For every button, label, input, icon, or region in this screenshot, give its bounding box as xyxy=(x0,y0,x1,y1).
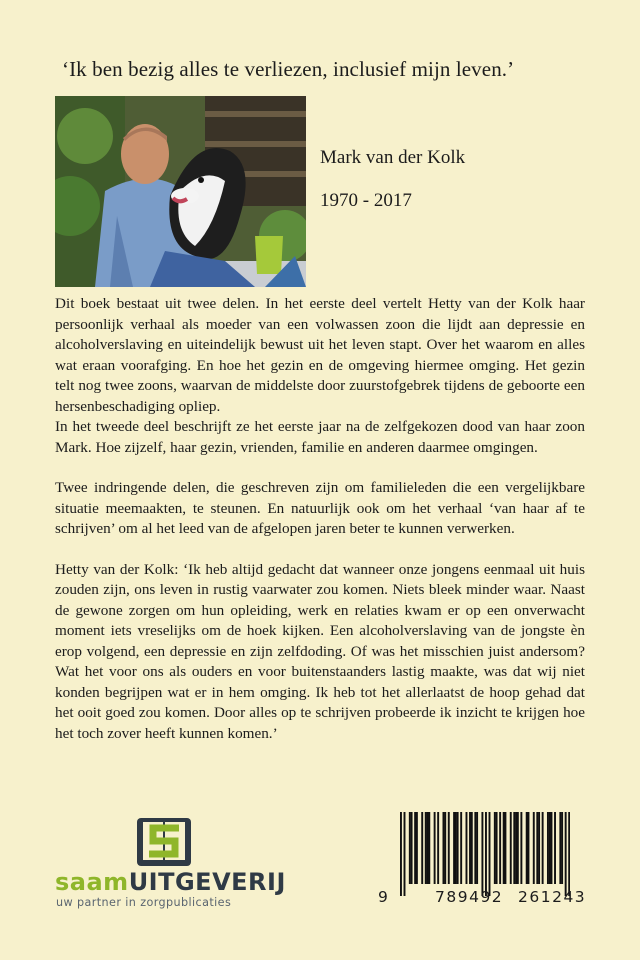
barcode-bars xyxy=(400,812,570,896)
barcode-bar xyxy=(533,812,535,884)
publisher-name-part2: UITGEVERIJ xyxy=(128,868,286,896)
barcode-bar xyxy=(549,812,551,884)
barcode-bar xyxy=(453,812,455,884)
blurb-paragraph: Dit boek bestaat uit twee delen. In het eerste deel vertelt Hetty van der Kolk haar persoonlijk verhaal als moeder van een volwassen zoon die lijdt aan depressie en alcoholverslaving en uiteindelijk bewust uit het leven stapt. Over het waarom en alles wat eraan voorafging. En hoe het gezin en de omgeving hiermee omging. Het gezin telt nog twee zoons, waarvan de middelste door zuurstofgebrek tijdens de geboorte een hersenbeschadiging opliep. xyxy=(55,295,585,415)
barcode-bar xyxy=(489,812,491,896)
barcode-bar xyxy=(504,812,506,884)
barcode-bar xyxy=(434,812,436,884)
barcode-bar xyxy=(568,812,570,896)
barcode-bar xyxy=(485,812,487,896)
barcode-bar xyxy=(471,812,473,884)
barcode-bar xyxy=(437,812,439,884)
barcode-bar xyxy=(427,812,429,884)
barcode-bar xyxy=(469,812,471,884)
barcode-bar xyxy=(481,812,483,896)
blurb-text xyxy=(55,294,585,744)
barcode-bar xyxy=(528,812,530,884)
barcode-bar xyxy=(526,812,528,884)
barcode-bar xyxy=(474,812,476,884)
barcode-bar xyxy=(414,812,416,884)
barcode-bar xyxy=(466,812,468,884)
barcode-bar xyxy=(565,812,567,896)
blurb-paragraph: In het tweede deel beschrijft ze het eerste jaar na de zelfgekozen dood van haar zoon Mark. Hoe zijzelf, haar gezin, vrienden, familie en anderen daarmee omgingen. xyxy=(55,418,585,456)
barcode-bar xyxy=(499,812,501,884)
book-s-logo-icon xyxy=(135,814,193,870)
publisher-name xyxy=(55,868,286,896)
barcode-bar xyxy=(460,812,462,884)
barcode-bar xyxy=(457,812,459,884)
barcode-bar xyxy=(517,812,519,884)
barcode-bar xyxy=(515,812,517,884)
barcode-digits-group1: 789492 xyxy=(435,888,504,906)
barcode-bar xyxy=(559,812,561,884)
barcode-bar xyxy=(411,812,413,884)
barcode-bar xyxy=(448,812,450,884)
barcode-bar xyxy=(425,812,427,884)
barcode-bar xyxy=(551,812,553,884)
author-years: 1970 - 2017 xyxy=(320,190,412,211)
barcode-bar xyxy=(476,812,478,884)
author-name: Mark van der Kolk xyxy=(320,147,466,168)
barcode-bar xyxy=(428,812,430,884)
blurb-paragraph: Twee indringende delen, die geschreven zijn om familieleden die een vergelijkbare situatie meemaakten, te steunen. En natuurlijk ook om het verhaal ‘van haar af te schrijven’ om al het leed van de afgelopen jaren beter te kunnen verwerken. xyxy=(55,479,585,537)
barcode-bar xyxy=(494,812,496,884)
publisher-name-part1: saam xyxy=(55,868,129,896)
publisher-tagline: uw partner in zorgpublicaties xyxy=(56,896,232,909)
barcode-first-digit: 9 xyxy=(378,888,388,906)
barcode-bar xyxy=(443,812,445,884)
barcode-bar xyxy=(404,812,406,896)
barcode-bar xyxy=(561,812,563,884)
barcode-bar xyxy=(400,812,402,896)
barcode-bar xyxy=(496,812,498,884)
author-photo xyxy=(55,96,306,287)
barcode-bar xyxy=(513,812,515,884)
isbn-barcode xyxy=(378,812,590,912)
barcode-bar xyxy=(547,812,549,884)
portrait-with-dog-photo xyxy=(55,96,306,287)
barcode-bar xyxy=(416,812,418,884)
barcode-bar xyxy=(421,812,423,884)
barcode-bar xyxy=(444,812,446,884)
publisher-logo xyxy=(55,810,295,910)
barcode-bar xyxy=(554,812,556,884)
barcode-bar xyxy=(542,812,544,884)
cover-quote: ‘Ik ben bezig alles te verliezen, inclusief mijn leven.’ xyxy=(62,57,515,81)
barcode-bar xyxy=(538,812,540,884)
barcode-bar xyxy=(510,812,512,884)
barcode-bar xyxy=(503,812,505,884)
barcode-bar xyxy=(520,812,522,884)
barcode-digits-group2: 261243 xyxy=(518,888,587,906)
blurb-paragraph: Hetty van der Kolk: ‘Ik heb altijd gedacht dat wanneer onze jongens eenmaal uit huis zouden zijn, ons leven in rustig vaarwater zou komen. Niets bleek minder waar. Naast de gewone zorgen om hun opleiding, werk en relaties kwam er op een onverwacht moment iets vreselijks om de hoek kijken. Een alcoholverslaving van de jongste èn erop volgend, een depressie en zijn zelfdoding. Of was het misschien juist andersom? Wat het voor ons als ouders en voor buitenstaanders lastig maakte, was dat wij niet konden begrijpen wat er in hem omging. Ik heb tot het allerlaatst de hoop gehad dat het ooit goed zou komen. Door alles op te schrijven probeerde ik inzicht te krijgen hoe het toch zover heeft kunnen komen.’ xyxy=(55,560,585,742)
barcode-bar xyxy=(409,812,411,884)
barcode-bar xyxy=(536,812,538,884)
barcode-bar xyxy=(455,812,457,884)
